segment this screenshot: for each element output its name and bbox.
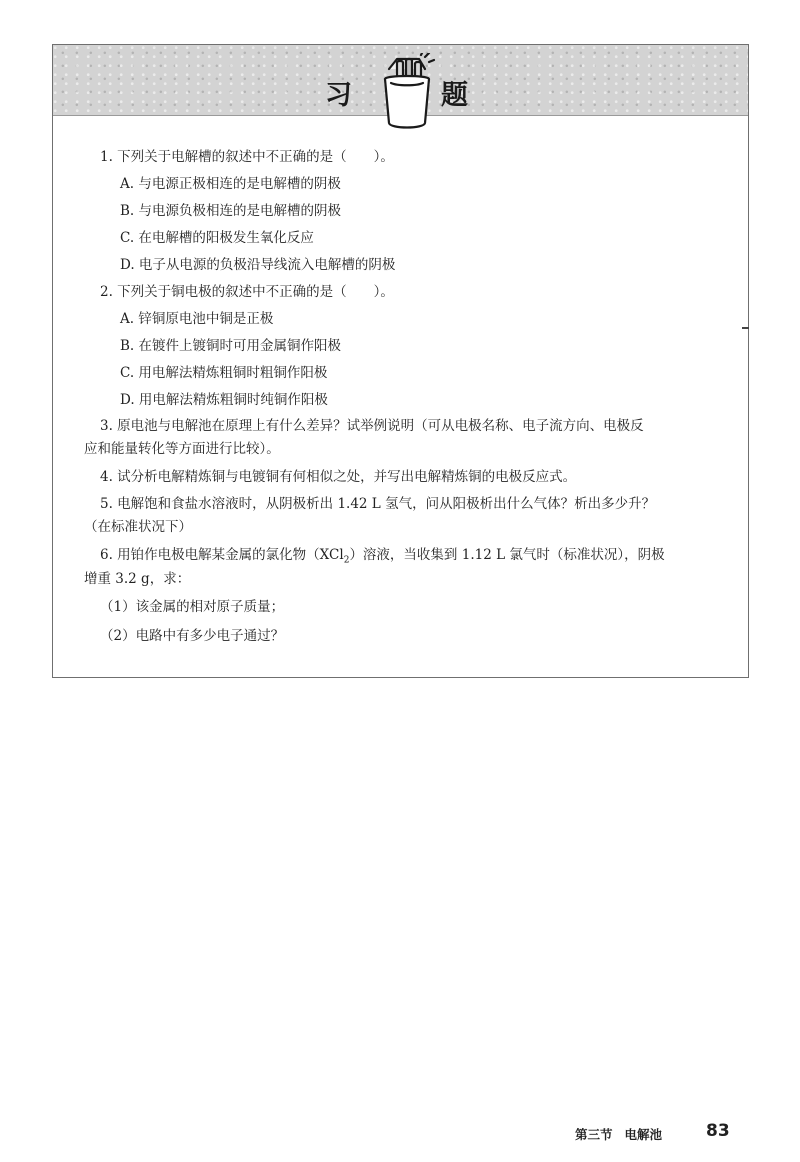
question-1-option-c: C. 在电解槽的阳极发生氧化反应 <box>120 230 314 246</box>
question-2-stem: 2. 下列关于铜电极的叙述中不正确的是（ ）。 <box>100 284 394 300</box>
question-6-sub-1: （1）该金属的相对原子质量； <box>100 599 285 615</box>
question-1-stem: 1. 下列关于电解槽的叙述中不正确的是（ ）。 <box>100 149 394 165</box>
question-5-line-2: （在标准状况下） <box>84 519 192 535</box>
question-5-line-1: 5. 电解饱和食盐水溶液时，从阴极析出 1.42 L 氢气，问从阳极析出什么气体？析出多少升？ <box>100 496 656 512</box>
running-footer <box>575 1125 662 1143</box>
question-2-option-b: B. 在镀件上镀铜时可用金属铜作阳极 <box>120 338 342 354</box>
pencil-cup-icon <box>375 53 439 135</box>
banner-title-right: 题 <box>441 80 470 111</box>
question-2-option-c: C. 用电解法精炼粗铜时粗铜作阳极 <box>120 365 328 381</box>
question-6-text-a: 6. 用铂作电极电解某金属的氯化物（XCl <box>100 547 344 563</box>
margin-mark <box>742 327 749 329</box>
banner-title-left: 习 <box>325 80 354 111</box>
question-4-line-1: 4. 试分析电解精炼铜与电镀铜有何相似之处，并写出电解精炼铜的电极反应式。 <box>100 469 577 485</box>
question-3-line-1: 3. 原电池与电解池在原理上有什么差异？试举例说明（可从电极名称、电子流方向、电极反 <box>100 418 644 434</box>
question-1-option-d: D. 电子从电源的负极沿导线流入电解槽的阴极 <box>120 257 396 273</box>
question-2-option-d: D. 用电解法精炼粗铜时纯铜作阳极 <box>120 392 328 408</box>
footer-chapter: 电解池 <box>624 1127 663 1142</box>
footer-section: 第三节 <box>575 1127 613 1142</box>
question-1-option-a: A. 与电源正极相连的是电解槽的阴极 <box>120 176 341 192</box>
question-6-sub-2: （2）电路中有多少电子通过？ <box>100 628 285 644</box>
question-2-option-a: A. 锌铜原电池中铜是正极 <box>120 311 274 327</box>
question-6-text-b: ）溶液，当收集到 1.12 L 氯气时（标准状况），阴极 <box>349 547 665 563</box>
question-6-line-2: 增重 3.2 g，求： <box>84 571 191 587</box>
page-number: 83 <box>706 1121 730 1141</box>
question-6-subscript: 2 <box>343 555 350 566</box>
question-1-option-b: B. 与电源负极相连的是电解槽的阴极 <box>120 203 342 219</box>
question-6-line-1 <box>100 546 665 570</box>
question-3-line-2: 应和能量转化等方面进行比较）。 <box>84 441 280 457</box>
